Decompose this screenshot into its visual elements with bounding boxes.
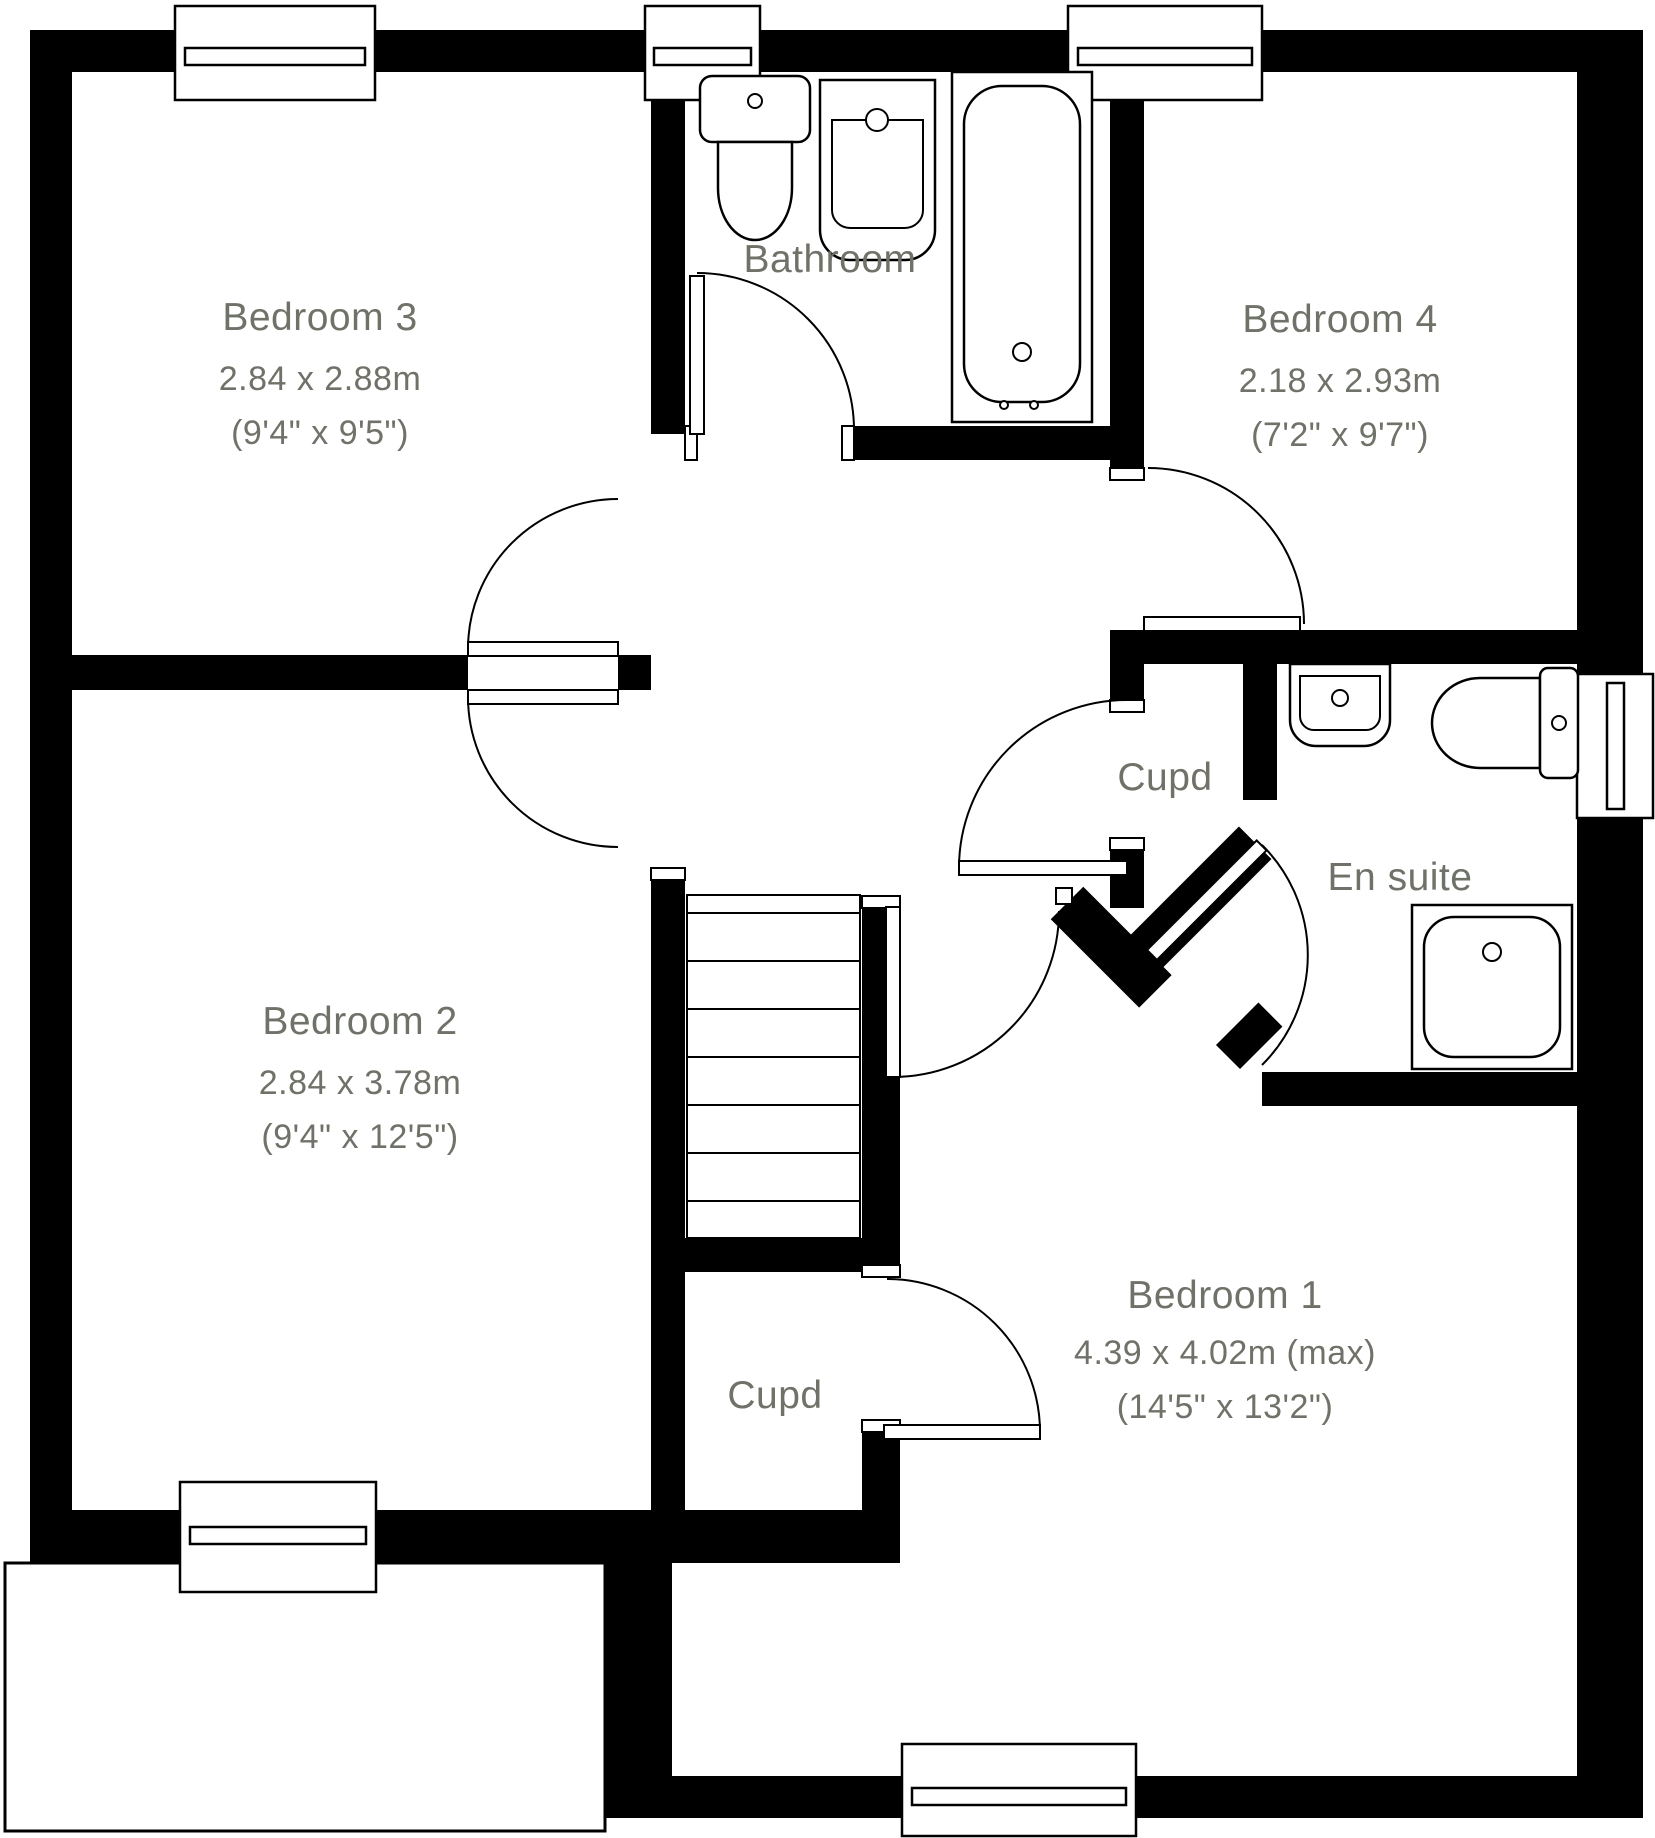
bathtub-icon	[952, 72, 1092, 422]
room-name: Cupd	[727, 1374, 823, 1417]
window-icon	[1068, 6, 1262, 100]
door-leaf	[884, 1425, 1040, 1439]
wall-right	[1577, 30, 1643, 1818]
annex-outline	[5, 1563, 605, 1831]
door-leaf	[1144, 617, 1300, 631]
window-icon	[902, 1744, 1136, 1836]
room-dim-imperial: (7'2" x 9'7")	[1251, 416, 1429, 454]
wall-stairs-right-lower	[862, 1432, 900, 1510]
wall-bathroom-bottom	[854, 426, 1110, 460]
wall-stairs-left	[651, 880, 685, 1510]
wall-bedroom2-bedroom3-stub	[618, 655, 651, 690]
toilet-icon	[1432, 668, 1578, 778]
room-label-ensuite	[1328, 856, 1473, 899]
room-name: Bedroom 2	[262, 1000, 458, 1043]
room-name: En suite	[1327, 856, 1473, 899]
door-leaf	[468, 690, 618, 704]
room-dim-imperial: (14'5" x 13'2")	[1116, 1388, 1334, 1426]
room-label-cupboard-upper	[1117, 756, 1212, 799]
window-icon	[175, 6, 375, 100]
room-dim-metric: 4.39 x 4.02m (max)	[1074, 1334, 1376, 1372]
room-label-bedroom2	[259, 1000, 462, 1156]
room-label-bedroom3	[219, 296, 422, 452]
wall-cupd-left-top	[1110, 664, 1144, 704]
door-leaf	[690, 276, 704, 434]
room-name: Cupd	[1117, 756, 1213, 799]
wall-bedroom3-bathroom	[651, 72, 685, 434]
room-dim-imperial: (9'4" x 12'5")	[261, 1118, 459, 1156]
room-label-bedroom4	[1239, 298, 1442, 454]
room-label-bathroom	[743, 238, 916, 281]
door-leaf	[468, 642, 618, 656]
wall-cupd-left-bottom	[1110, 850, 1144, 908]
room-dim-metric: 2.84 x 3.78m	[258, 1064, 462, 1102]
room-label-cupboard-lower	[727, 1374, 822, 1417]
wall-bathroom-bedroom4	[1110, 72, 1144, 480]
wall-cupd-right	[1243, 664, 1277, 800]
room-dim-metric: 2.18 x 2.93m	[1238, 362, 1442, 400]
window-icon	[1577, 674, 1653, 818]
window-icon	[180, 1482, 376, 1592]
stairs	[687, 895, 860, 1238]
room-name: Bedroom 1	[1127, 1274, 1323, 1317]
door-leaf	[886, 907, 900, 1077]
wall-bottom-left	[30, 1510, 900, 1563]
wall-bedroom2-bedroom3	[72, 655, 468, 690]
shower-icon	[1412, 905, 1572, 1069]
room-dim-metric: 2.84 x 2.88m	[218, 360, 422, 398]
room-name: Bedroom 3	[222, 296, 418, 339]
door-leaf	[959, 861, 1127, 875]
wall-under-bedroom4	[1110, 630, 1577, 664]
room-name: Bedroom 4	[1242, 298, 1438, 341]
wall-ensuite-bottom	[1262, 1072, 1577, 1106]
sink-icon	[1290, 664, 1390, 746]
sink-icon	[820, 80, 935, 260]
wall-left	[30, 30, 72, 1563]
room-name: Bathroom	[743, 238, 917, 281]
room-dim-imperial: (9'4" x 9'5")	[231, 414, 409, 452]
